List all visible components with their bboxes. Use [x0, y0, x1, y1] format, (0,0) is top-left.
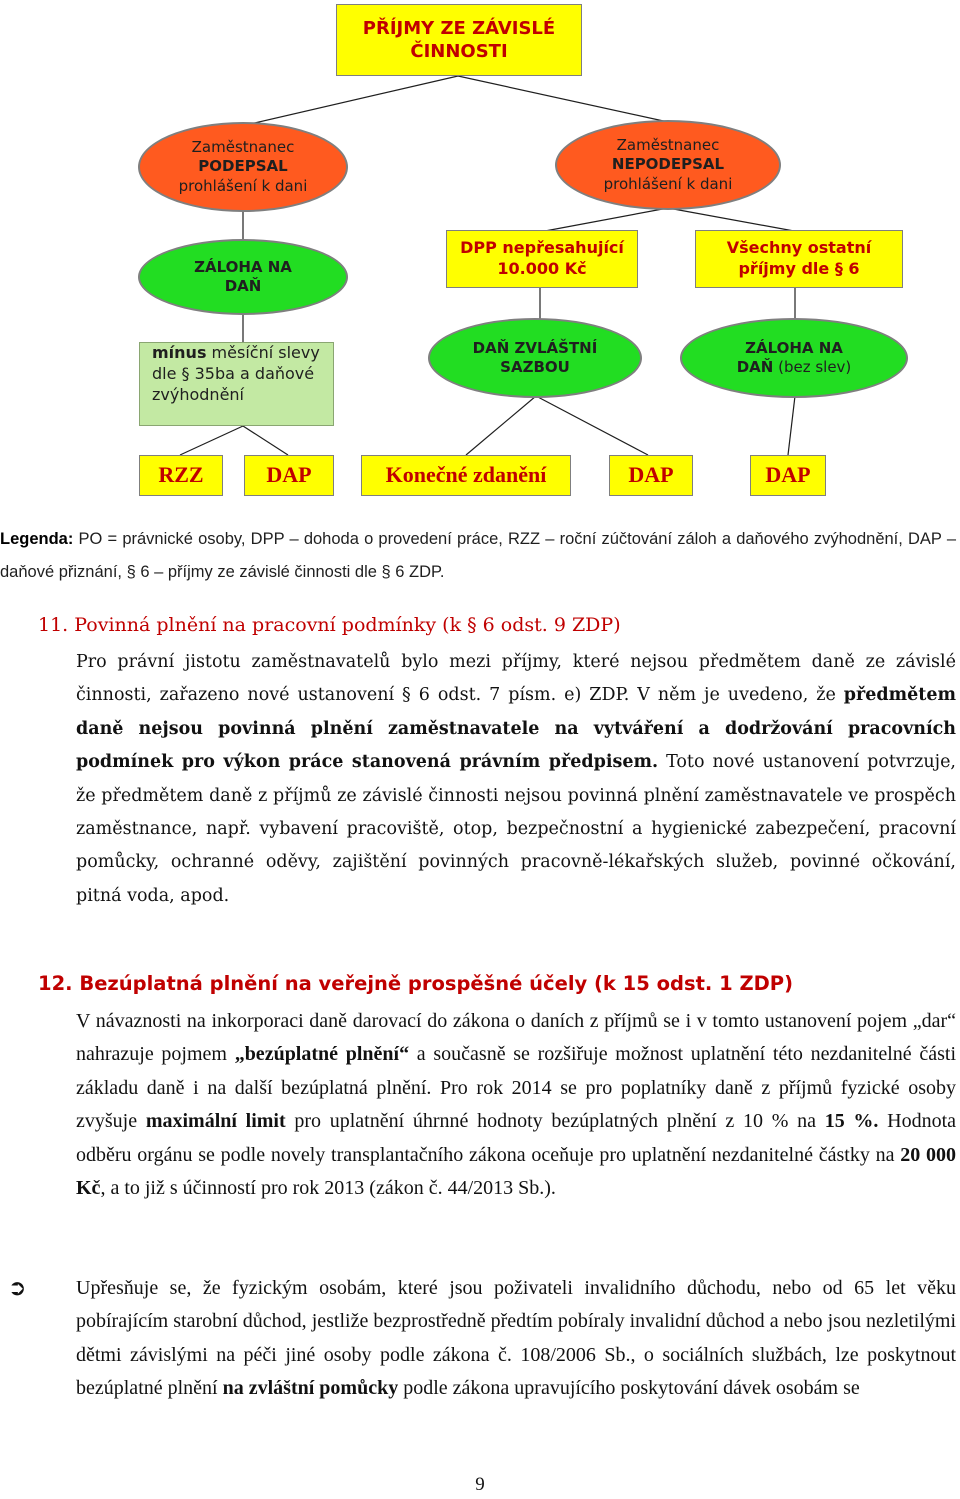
text-run: a současně se rozšiřuje možnost uplatnění této nezdanitelné části základu daně i na další bezúplatná plnění. Pro rok 2014 se pro poplatníky daně z příjmů fyzické osoby zvyšuje [76, 1043, 956, 1133]
flow-diagram [0, 0, 960, 510]
outcome-dap-1 [244, 455, 334, 496]
diagram-title-line2: ČINNOSTI [410, 41, 508, 62]
oval-line-bold: NEPODEPSAL [611, 155, 725, 174]
diagram-title [336, 4, 582, 76]
signed-declaration-oval [138, 122, 348, 212]
legend-label: Legenda: [0, 530, 74, 548]
section-11-heading: 11. Povinná plnění na pracovní podmínky (k § 6 odst. 9 ZDP) [38, 614, 621, 636]
oval-line: SAZBOU [500, 358, 570, 376]
box-line: příjmy dle § 6 [738, 259, 860, 278]
oval-line-bold: PODEPSAL [198, 157, 288, 176]
bullet-paragraph [76, 1272, 956, 1406]
text-run: Toto nové ustanovení potvrzuje, že předmětem daně z příjmů ze závislé činnosti nejsou povinná plnění zaměstnavatele ve prospěch zaměstnance, např. vybavení pracoviště, otop, bezpečnostní a hygienické zabezpečení, pracovní pomůcky, ochranné oděvy, zajištění povinných pracovně-lékařských služeb, povinné očkování, pitná voda, apod. [76, 752, 956, 906]
text-run: Pro právní jistotu zaměstnavatelů bylo mezi příjmy, které nejsou předmětem daně ze závislé činnosti, zařazeno nové ustanovení § 6 odst. 7 písm. e) ZDP. V něm je uvedeno, že [76, 652, 956, 706]
box-line: zvýhodnění [152, 384, 244, 404]
box-line: Všechny ostatní [726, 238, 872, 258]
page-number: 9 [475, 1474, 485, 1495]
text-run: podle zákona upravujícího poskytování dávek osobám se [398, 1377, 860, 1400]
oval-rest: (bez slev) [773, 358, 852, 376]
outcome-label: DAP [765, 462, 811, 488]
oval-bold: DAŇ [736, 358, 774, 376]
oval-line: Zaměstnanec [616, 135, 720, 154]
oval-line [737, 358, 852, 378]
oval-line: prohlášení k dani [603, 174, 733, 193]
diagram-title-line1: PŘÍJMY ZE ZÁVISLÉ [362, 17, 556, 39]
outcome-final-tax [361, 455, 571, 496]
outcome-dap-2 [609, 455, 693, 496]
oval-line: Zaměstnanec [191, 137, 295, 156]
outcome-label: DAP [628, 462, 674, 488]
legend-text: PO = právnické osoby, DPP – dohoda o provedení práce, RZZ – roční zúčtování záloh a daňového zvýhodnění, DAP – daňové přiznání, § 6 – příjmy ze závislé činnosti dle § 6 ZDP. [0, 530, 956, 581]
oval-line: prohlášení k dani [178, 176, 308, 195]
outcome-label: Konečné zdanění [385, 462, 547, 488]
oval-line: ZÁLOHA NA [194, 257, 292, 276]
box-line: 10.000 Kč [497, 259, 587, 278]
dpp-box [446, 230, 638, 288]
monthly-discounts-box [139, 342, 334, 426]
unsigned-declaration-oval [555, 120, 781, 210]
box-rest: měsíční slevy [206, 343, 320, 362]
outcome-label: RZZ [158, 462, 204, 488]
outcome-label: DAP [266, 462, 312, 488]
oval-line: DAŇ [224, 277, 262, 295]
box-bold: mínus [152, 343, 207, 362]
text-run-bold: předmětem daně nejsou povinná plnění zaměstnavatele na vytváření a dodržování pracovních podmínek pro výkon práce stanovená právním předpisem. [76, 685, 956, 773]
box-line: dle § 35ba a daňové [152, 363, 315, 383]
oval-line: DAŇ ZVLÁŠTNÍ [472, 338, 598, 357]
text-run-bold: maximální limit [145, 1110, 286, 1133]
special-rate-oval [428, 318, 642, 398]
box-line [152, 343, 320, 364]
text-run-bold: „bezúplatné plnění“ [234, 1043, 410, 1066]
text-run: Upřesňuje se, že fyzickým osobám, které jsou poživateli invalidního důchodu, nebo od 65 let věku pobírajícím starobní důchod, jestliže bezprostředně předtím pobíraly invalidní důchod a nebo jsou nezletilými dětmi závislými na péči jiné osoby podle zákona č. 108/2006 Sb., o sociálních službách, lze poskytnout bezúplatné plnění [76, 1277, 956, 1400]
outcome-dap-3 [750, 455, 826, 496]
box-line: DPP nepřesahující [460, 238, 624, 258]
bullet-arrow-icon: ➲ [8, 1276, 27, 1301]
text-run-bold: 15 %. [824, 1110, 879, 1133]
text-run: , a to již s účinností pro rok 2013 (zákon č. 44/2013 Sb.). [100, 1177, 556, 1200]
text-run: V návaznosti na inkorporaci daně darovací do zákona o daních z příjmů se i v tomto ustanovení pojem „dar“ nahrazuje pojmem [76, 1010, 956, 1066]
text-run: pro uplatnění úhrnné hodnoty bezúplatných plnění z 10 % na [285, 1110, 825, 1133]
section-11-paragraph [76, 646, 956, 913]
text-run-bold: 20 000 Kč [76, 1143, 956, 1200]
section-12-heading: 12. Bezúplatná plnění na veřejně prospěšné účely (k 15 odst. 1 ZDP) [38, 972, 793, 995]
text-run-bold: na zvláštní pomůcky [222, 1377, 399, 1400]
text-run: Hodnota odběru orgánu se podle novely transplantačního zákona oceňuje pro uplatnění nezdanitelné částky na [76, 1110, 957, 1166]
section-12-paragraph [76, 1005, 956, 1205]
advance-tax-oval-left [138, 239, 348, 315]
oval-line: ZÁLOHA NA [745, 338, 843, 357]
other-income-box [695, 230, 903, 288]
legend [0, 523, 956, 589]
outcome-rzz [139, 455, 223, 496]
advance-tax-oval-right [680, 318, 908, 398]
